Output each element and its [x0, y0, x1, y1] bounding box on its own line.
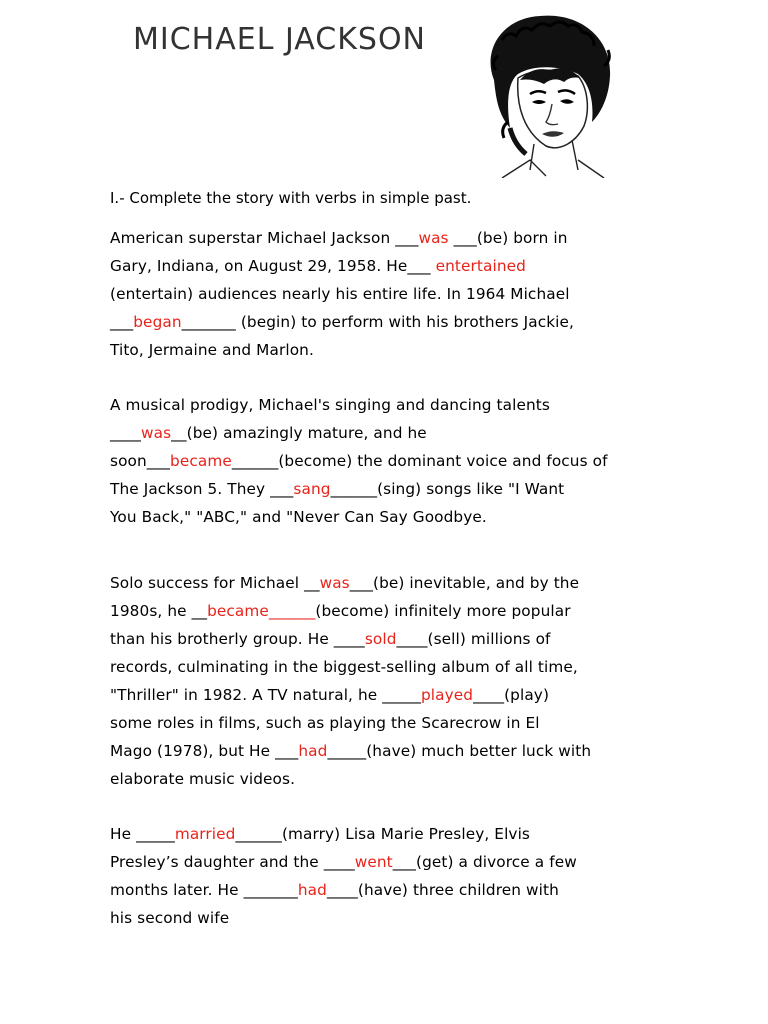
- answer-verb: was: [418, 229, 449, 247]
- instruction-text: I.- Complete the story with verbs in simple past.: [110, 189, 472, 207]
- answer-verb: entertained: [435, 257, 526, 275]
- story-text: ____: [110, 424, 141, 442]
- story-text: ___(be) inevitable, and by the: [349, 574, 580, 592]
- michael-jackson-portrait-icon: [472, 10, 620, 178]
- story-text: ______(marry) Lisa Marie Presley, Elvis: [235, 825, 530, 843]
- story-text: _______ (begin) to perform with his brothers Jackie,: [181, 313, 575, 331]
- answer-verb: became: [170, 452, 232, 470]
- story-text: Tito, Jermaine and Marlon.: [110, 341, 314, 359]
- answer-verb: had: [298, 742, 328, 760]
- answer-verb: was: [141, 424, 172, 442]
- story-text: ______(sing) songs like "I Want: [330, 480, 565, 498]
- story-text: ____(play): [473, 686, 550, 704]
- story-paragraph-2: [110, 391, 670, 531]
- answer-verb: had: [297, 881, 327, 899]
- answer-verb: went: [354, 853, 393, 871]
- story-text: than his brotherly group. He ____: [110, 630, 365, 648]
- story-text: Gary, Indiana, on August 29, 1958. He___: [110, 257, 436, 275]
- story-text: 1980s, he __: [110, 602, 208, 620]
- story-text: his second wife: [110, 909, 230, 927]
- story-text: records, culminating in the biggest-selling album of all time,: [110, 658, 578, 676]
- story-text: months later. He _______: [110, 881, 298, 899]
- story-text: (become) infinitely more popular: [315, 602, 571, 620]
- story-paragraph-1: [110, 224, 670, 364]
- story-text: You Back," "ABC," and "Never Can Say Goodbye.: [110, 508, 487, 526]
- story-text: soon___: [110, 452, 171, 470]
- answer-verb: sang: [293, 480, 331, 498]
- story-text: ___: [110, 313, 134, 331]
- story-text: "Thriller" in 1982. A TV natural, he _____: [110, 686, 421, 704]
- story-text: ______(become) the dominant voice and focus of: [231, 452, 608, 470]
- answer-verb: sold: [364, 630, 397, 648]
- story-text: Mago (1978), but He ___: [110, 742, 299, 760]
- story-paragraph-3: [110, 569, 670, 793]
- story-text: A musical prodigy, Michael's singing and dancing talents: [110, 396, 550, 414]
- story-text: some roles in films, such as playing the Scarecrow in El: [110, 714, 540, 732]
- answer-verb: played: [420, 686, 474, 704]
- story-text: (entertain) audiences nearly his entire life. In 1964 Michael: [110, 285, 570, 303]
- story-text: ___(be) born in: [448, 229, 568, 247]
- page-title: MICHAEL JACKSON: [133, 22, 426, 57]
- story-text: __(be) amazingly mature, and he: [171, 424, 427, 442]
- story-text: American superstar Michael Jackson ___: [110, 229, 419, 247]
- story-text: elaborate music videos.: [110, 770, 296, 788]
- story-text: ____(sell) millions of: [396, 630, 551, 648]
- story-text: The Jackson 5. They ___: [110, 480, 294, 498]
- answer-verb: began: [133, 313, 182, 331]
- story-text: Solo success for Michael __: [110, 574, 320, 592]
- story-text: ____(have) three children with: [326, 881, 559, 899]
- story-text: He _____: [110, 825, 175, 843]
- story-paragraph-4: [110, 820, 670, 932]
- answer-verb: was: [319, 574, 350, 592]
- answer-verb: married: [174, 825, 236, 843]
- story-text: _____(have) much better luck with: [327, 742, 592, 760]
- story-text: Presley’s daughter and the ____: [110, 853, 355, 871]
- story-text: ___(get) a divorce a few: [392, 853, 577, 871]
- answer-verb: became______: [207, 602, 316, 620]
